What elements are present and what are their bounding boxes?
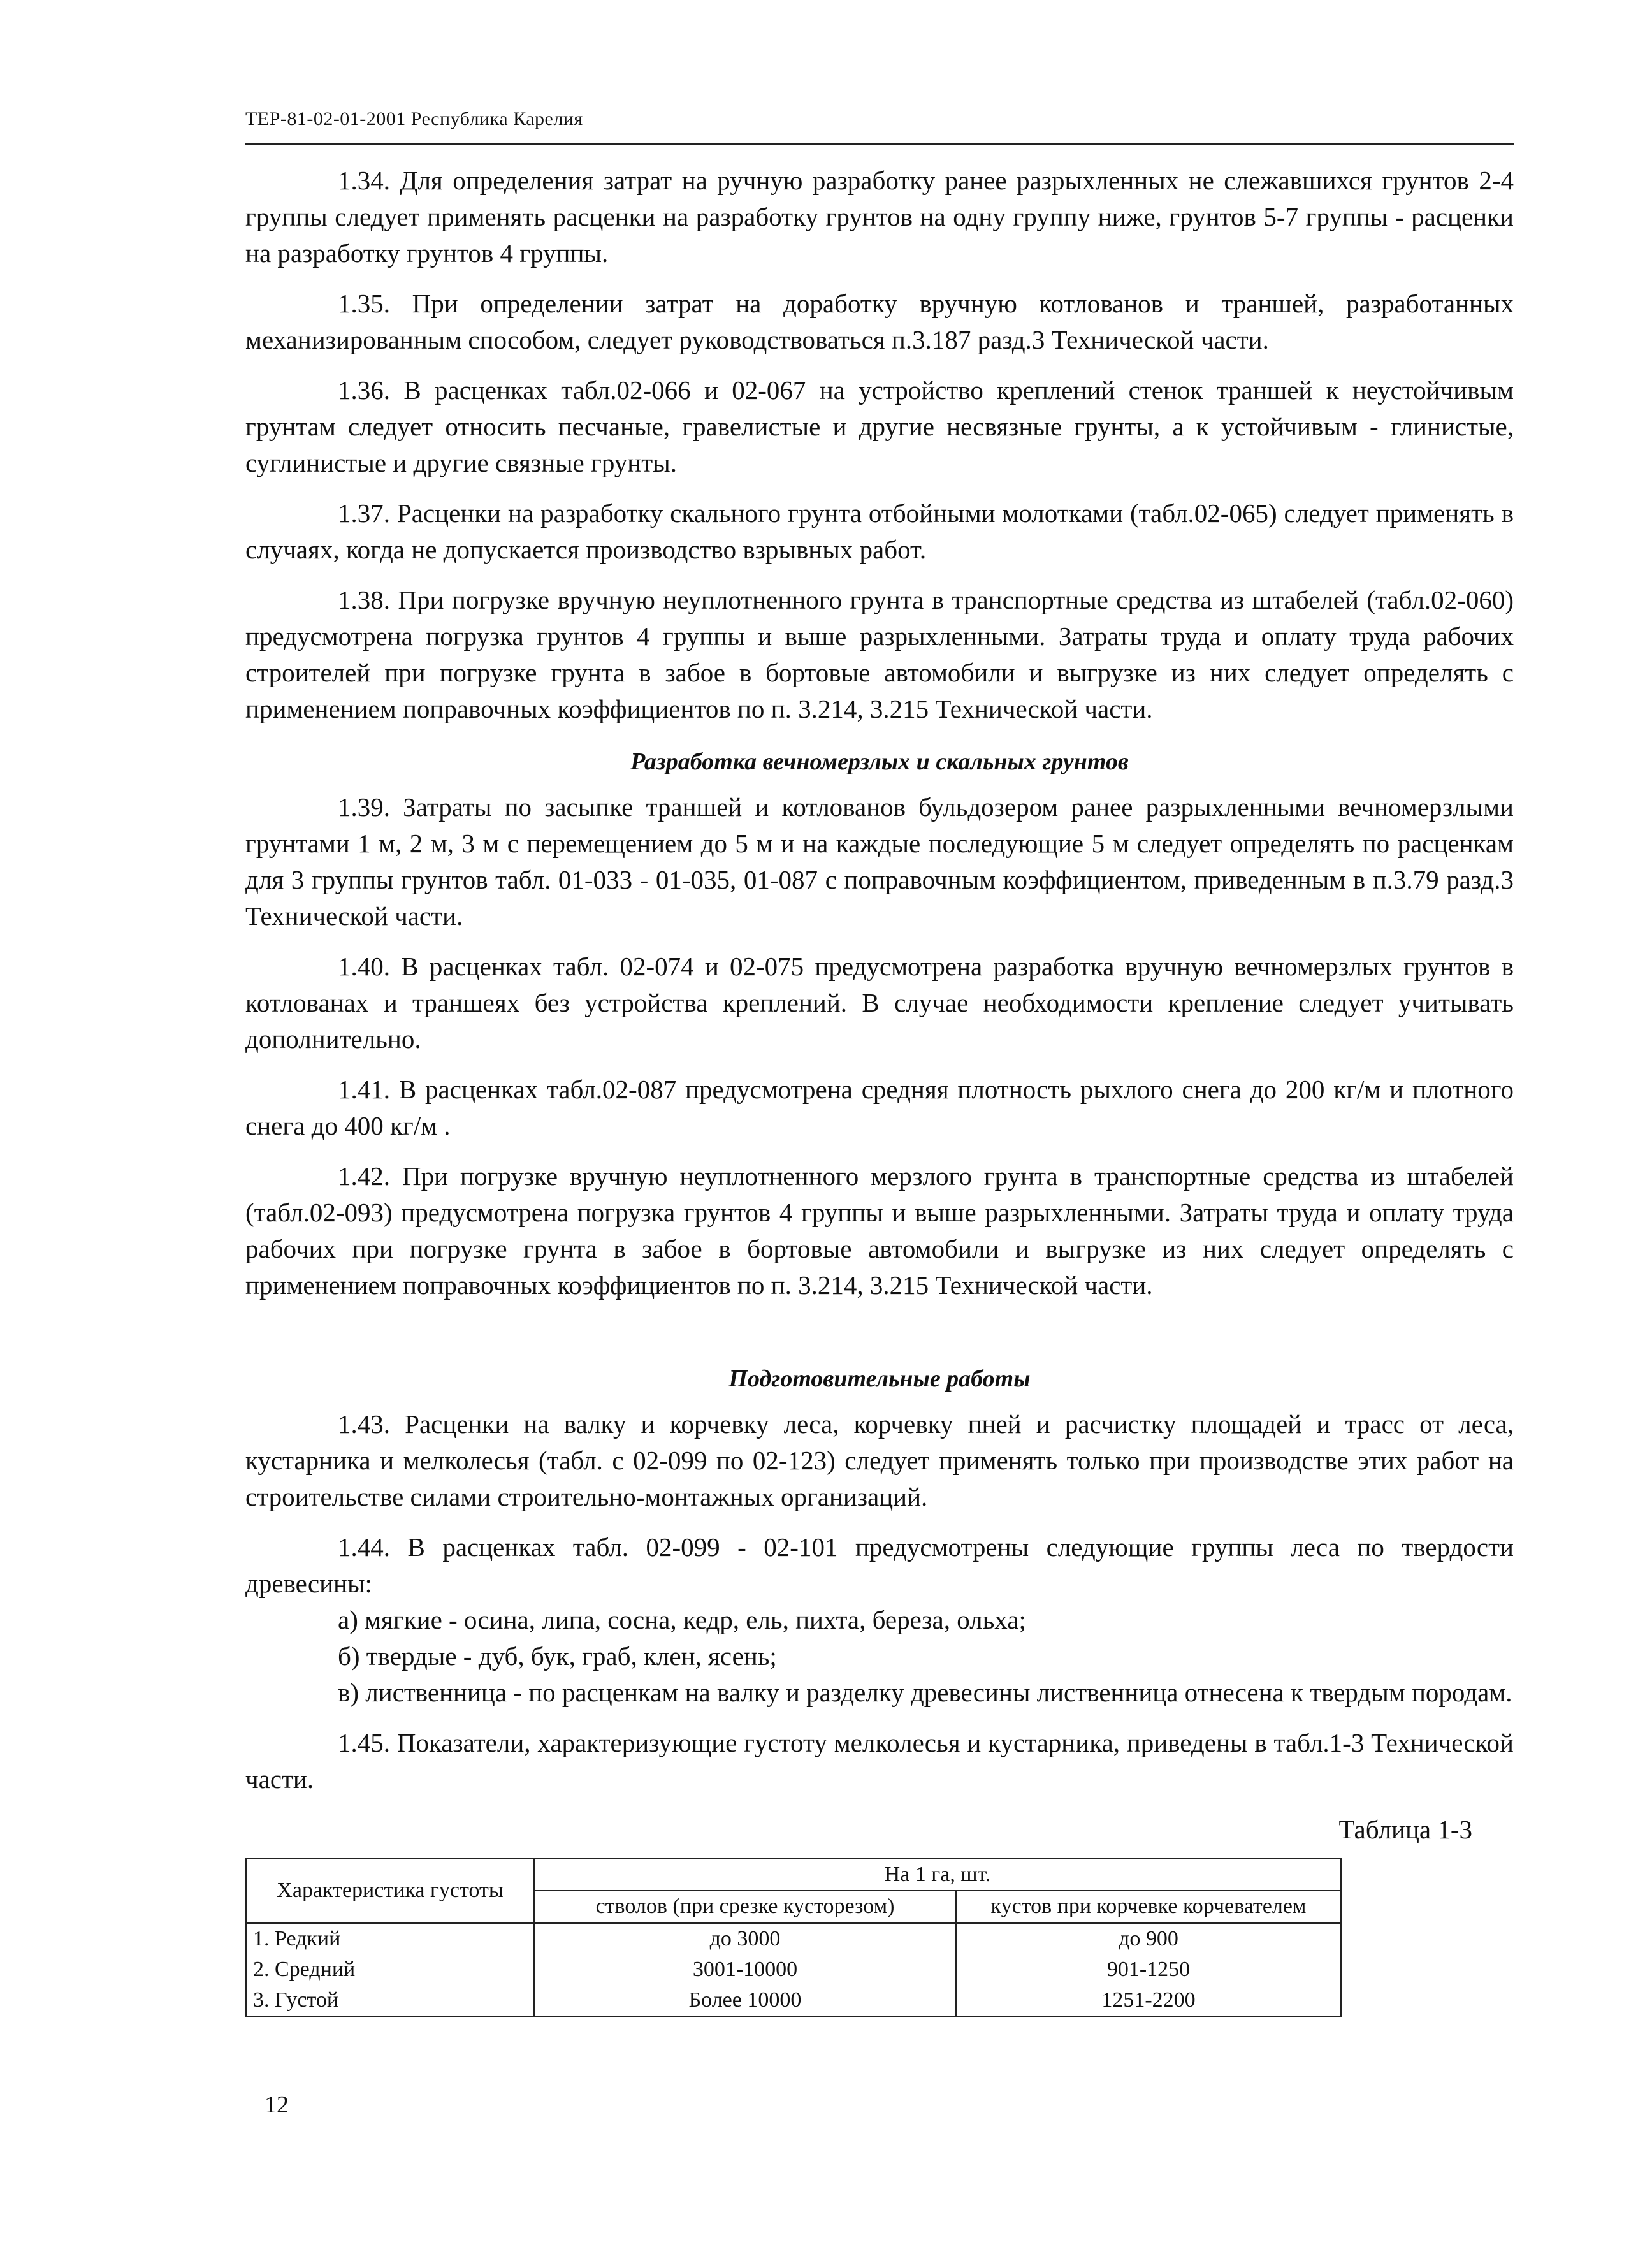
table-row bbox=[246, 1923, 1341, 1955]
header-divider bbox=[245, 143, 1514, 145]
paragraph-1-35: 1.35. При определении затрат на доработку вручную котлованов и траншей, разработанных механизированным способом, следует руководствоваться п.3.187 разд.3 Технической части. bbox=[245, 289, 1514, 354]
table-cell: 1251-2200 bbox=[956, 1985, 1341, 2016]
table-cell: 1. Редкий bbox=[246, 1923, 534, 1955]
paragraph-1-38: 1.38. При погрузке вручную неуплотненного грунта в транспортные средства из штабелей (табл.02-060) предусмотрена погрузка грунтов 4 группы и выше разрыхленными. Затраты труда и оплату труда рабочих строителей при погрузке грунта в забое в бортовые автомобили и выгрузке из них следует определять с применением поправочных коэффициентов по п. 3.214, 3.215 Технической части. bbox=[245, 585, 1514, 723]
table-cell: 3001-10000 bbox=[534, 1954, 956, 1985]
table-row bbox=[246, 1985, 1341, 2016]
table-caption: Таблица 1-3 bbox=[1338, 1815, 1472, 1844]
paragraph-1-37: 1.37. Расценки на разработку скального грунта отбойными молотками (табл.02-065) следует применять в случаях, когда не допускается производство взрывных работ. bbox=[245, 498, 1514, 564]
table-header-density: Характеристика густоты bbox=[246, 1859, 534, 1923]
table-cell: до 900 bbox=[956, 1923, 1341, 1955]
table-header-per-hectare: На 1 га, шт. bbox=[534, 1859, 1341, 1891]
density-table bbox=[245, 1858, 1342, 2017]
table-row bbox=[246, 1954, 1341, 1985]
paragraph-1-42: 1.42. При погрузке вручную неуплотненного мерзлого грунта в транспортные средства из штабелей (табл.02-093) предусмотрена погрузка грунтов 4 группы и выше разрыхленными. Затраты труда и оплату труда рабочих при погрузке грунта в забое в бортовые автомобили и выгрузке из них следует определять с применением поправочных коэффициентов по п. 3.214, 3.215 Технической части. bbox=[245, 1161, 1514, 1300]
page-header: ТЕР-81-02-01-2001 Республика Карелия bbox=[245, 108, 583, 129]
paragraph-1-44: 1.44. В расценках табл. 02-099 - 02-101 предусмотрены следующие группы леса по твердости древесины: bbox=[245, 1532, 1514, 1598]
list-item-larch: в) лиственница - по расценкам на валку и разделку древесины лиственница отнесена к твердым породам. bbox=[338, 1678, 1512, 1707]
table-cell: 2. Средний bbox=[246, 1954, 534, 1985]
paragraph-1-34: 1.34. Для определения затрат на ручную разработку ранее разрыхленных не слежавшихся грунтов 2-4 группы следует применять расценки на разработку грунтов на одну группу ниже, грунтов 5-7 группы - расценки на разработку грунтов 4 группы. bbox=[245, 166, 1514, 268]
paragraph-1-45: 1.45. Показатели, характеризующие густоту мелколесья и кустарника, приведены в табл.1-3 Технической части. bbox=[245, 1728, 1514, 1794]
table-cell: до 3000 bbox=[534, 1923, 956, 1955]
paragraph-1-36: 1.36. В расценках табл.02-066 и 02-067 на устройство креплений стенок траншей к неустойчивым грунтам следует относить песчаные, гравелистые и другие несвязные грунты, а к устойчивым - глинистые, суглинистые и другие связные грунты. bbox=[245, 375, 1514, 477]
table-header-stems: стволов (при срезке кусторезом) bbox=[534, 1891, 956, 1923]
table-cell: 3. Густой bbox=[246, 1985, 534, 2016]
paragraph-1-39: 1.39. Затраты по засыпке траншей и котлованов бульдозером ранее разрыхленными вечномерзлыми грунтами 1 м, 2 м, 3 м с перемещением до 5 м и на каждые последующие 5 м следует определять по расценкам для 3 группы грунтов табл. 01-033 - 01-035, 01-087 с поправочным коэффициентом, приведенным в п.3.79 разд.3 Технической части. bbox=[245, 792, 1514, 931]
list-item-soft: а) мягкие - осина, липа, сосна, кедр, ель, пихта, береза, ольха; bbox=[338, 1605, 1026, 1634]
table-header-bushes: кустов при корчевке корчевателем bbox=[956, 1891, 1341, 1923]
paragraph-1-43: 1.43. Расценки на валку и корчевку леса, корчевку пней и расчистку площадей и трасс от леса, кустарника и мелколесья (табл. с 02-099 по 02-123) следует применять только при производстве этих работ на строительстве силами строительно-монтажных организаций. bbox=[245, 1409, 1514, 1511]
page-number: 12 bbox=[265, 2091, 289, 2118]
section-heading-preparatory: Подготовительные работы bbox=[728, 1365, 1031, 1392]
paragraph-1-40: 1.40. В расценках табл. 02-074 и 02-075 предусмотрена разработка вручную вечномерзлых грунтов в котлованах и траншеях без устройства креплений. В случае необходимости крепление следует учитывать дополнительно. bbox=[245, 952, 1514, 1054]
document-body bbox=[245, 163, 1514, 2017]
table-cell: Более 10000 bbox=[534, 1985, 956, 2016]
table-cell: 901-1250 bbox=[956, 1954, 1341, 1985]
list-item-hard: б) твердые - дуб, бук, граб, клен, ясень; bbox=[338, 1641, 777, 1671]
paragraph-1-41: 1.41. В расценках табл.02-087 предусмотрена средняя плотность рыхлого снега до 200 кг/м и плотного снега до 400 кг/м . bbox=[245, 1075, 1514, 1140]
section-heading-permafrost: Разработка вечномерзлых и скальных грунтов bbox=[630, 748, 1129, 775]
